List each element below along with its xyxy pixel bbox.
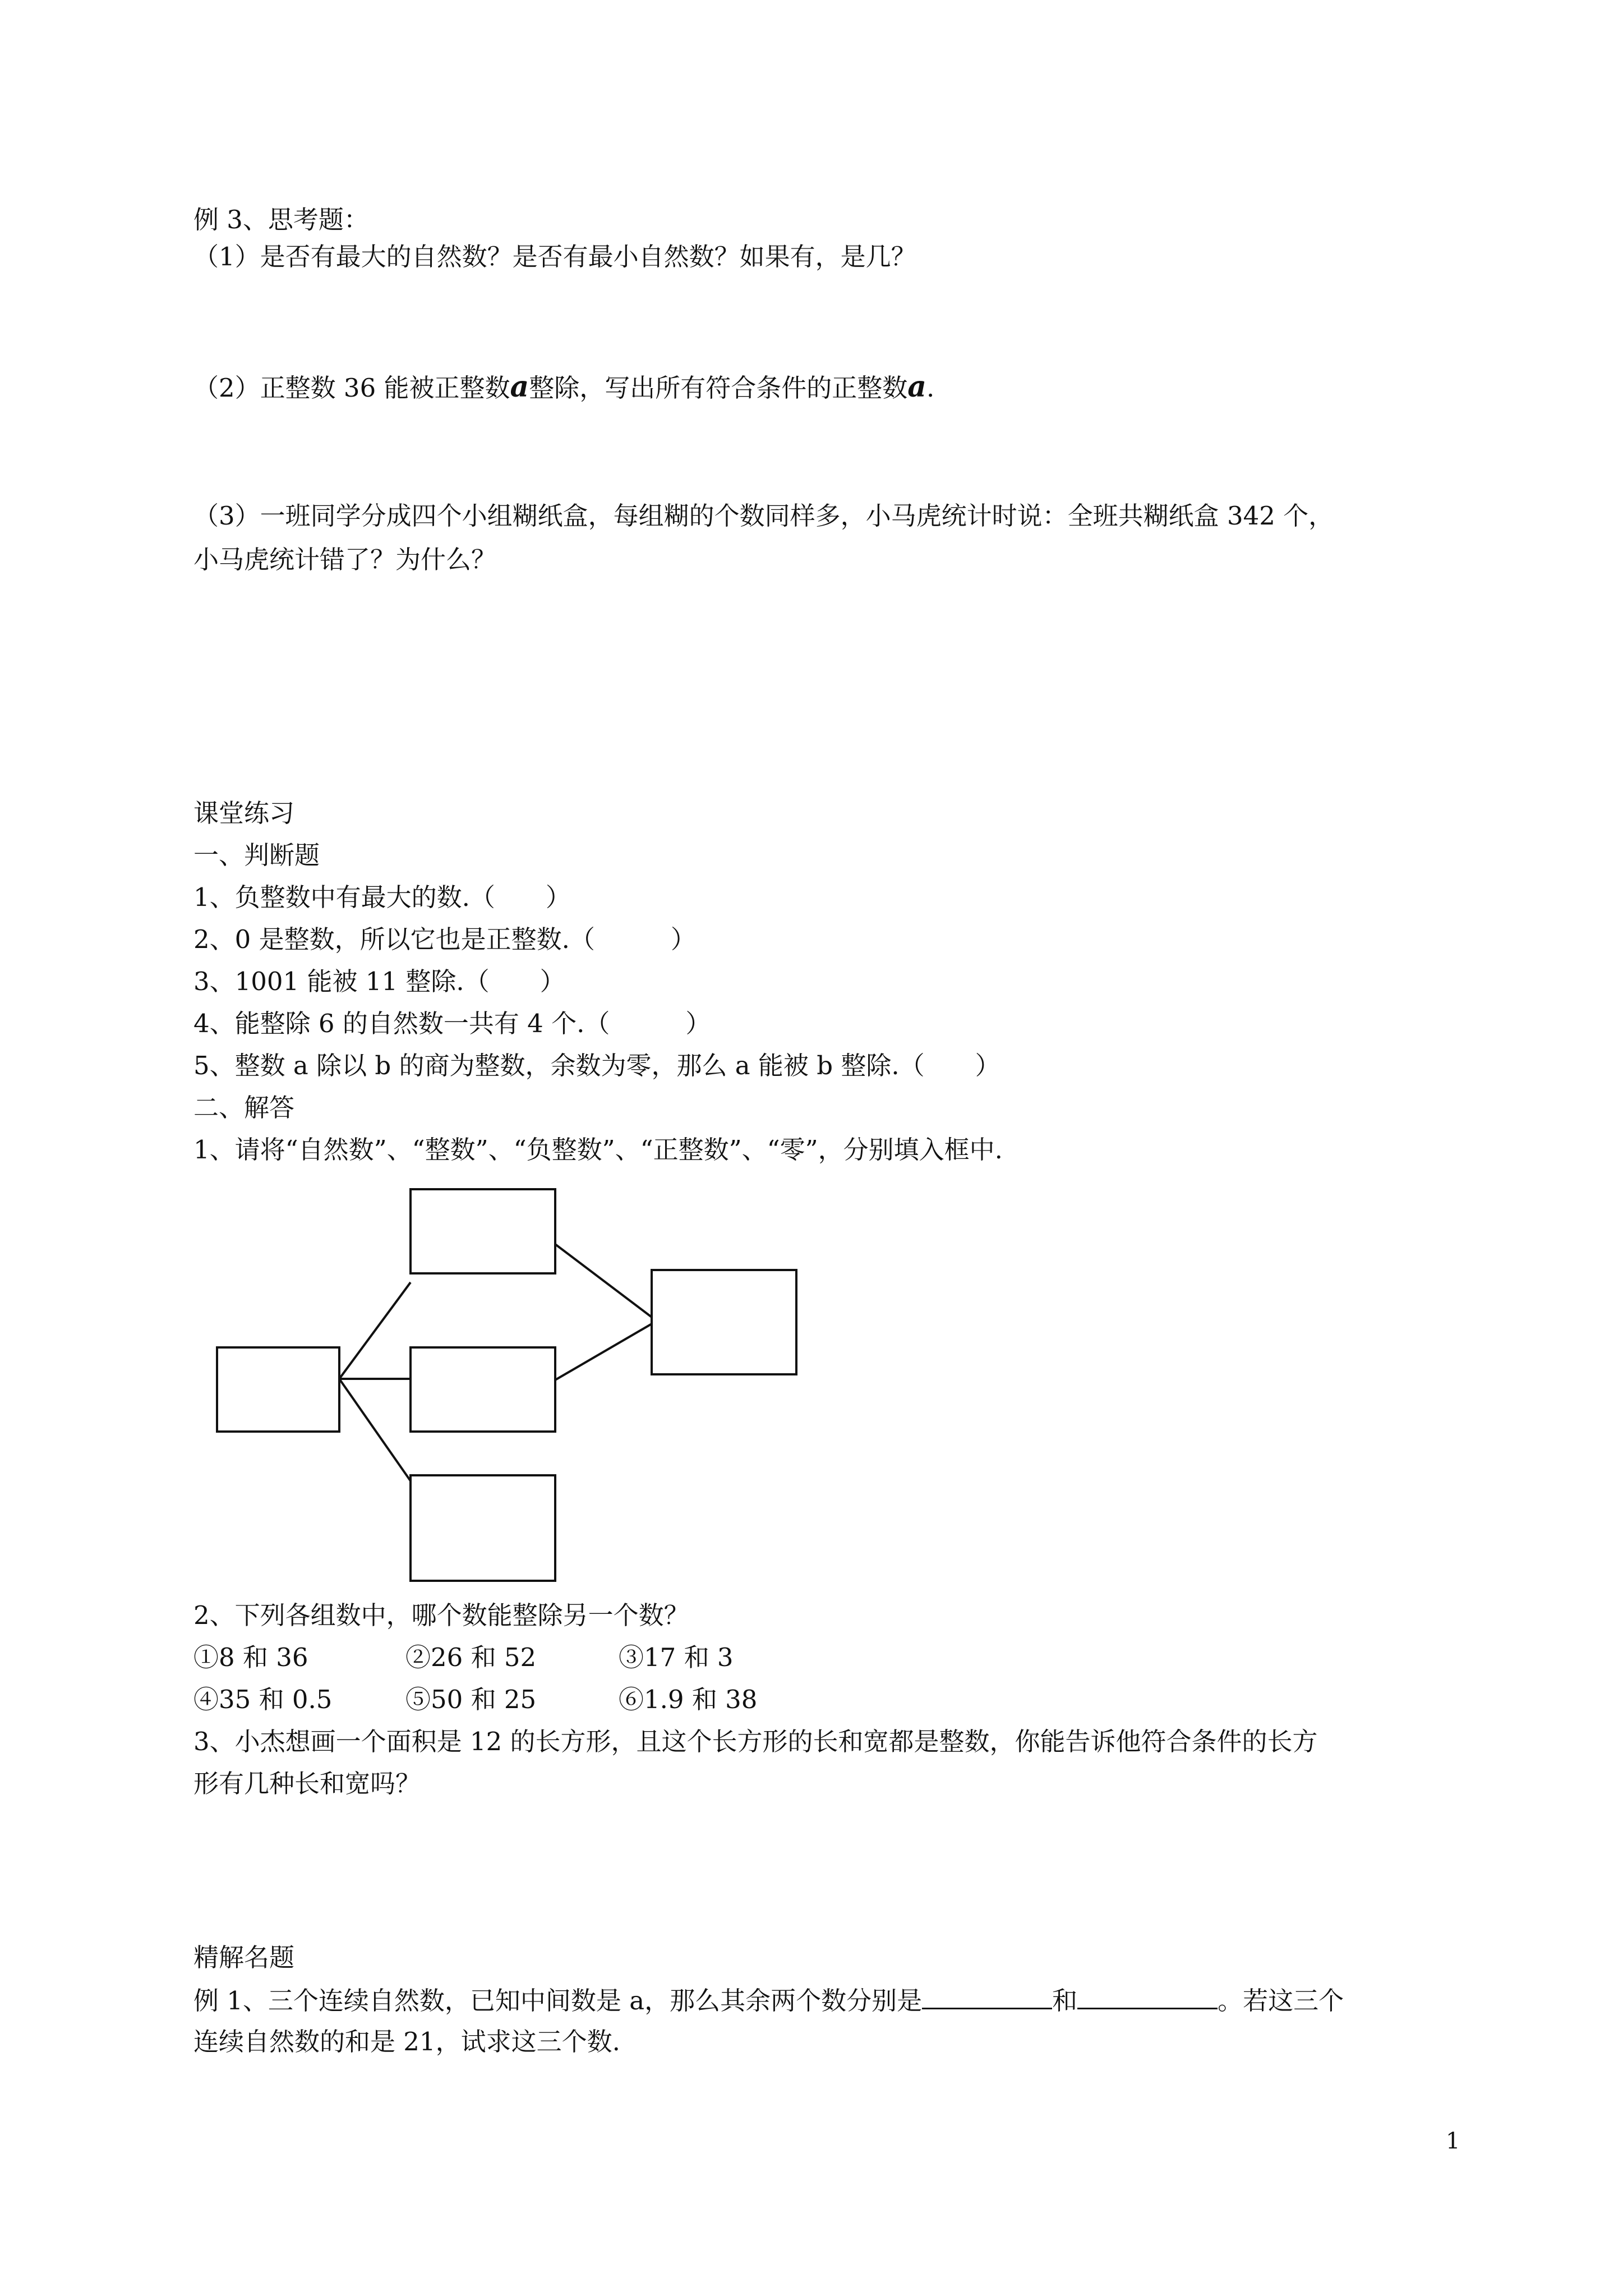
diagram-box-bottom: [411, 1475, 555, 1581]
options-row-1: [193, 1641, 734, 1674]
example3-heading: 例 3、思考题：: [193, 205, 369, 234]
diagram-connector: [339, 1282, 411, 1379]
example3-q2-var-a: a: [510, 370, 529, 404]
famous-example1-line1: [193, 1983, 1344, 2018]
answer-q3-line2: 形有几种长和宽吗？: [193, 1769, 421, 1798]
example3-q2-text-b: 整除，写出所有符合条件的正整数: [529, 373, 908, 403]
answer-q1: 1、请将“自然数”、“整数”、“负整数”、“正整数”、“零”，分别填入框中.: [193, 1135, 1003, 1165]
diagram-box-middle: [411, 1347, 555, 1432]
practice-section2: 二、解答: [193, 1093, 295, 1122]
example3-q2: [193, 370, 934, 405]
diagram-box-right: [652, 1270, 796, 1374]
option-6: ⑥1.9 和 38: [619, 1685, 758, 1714]
famous-heading: 精解名题: [193, 1943, 295, 1972]
option-1: ①8 和 36: [193, 1642, 308, 1672]
option-4: ④35 和 0.5: [193, 1685, 333, 1714]
options-row-2: [193, 1683, 757, 1717]
answer-q3-line1: 3、小杰想画一个面积是 12 的长方形，且这个长方形的长和宽都是整数，你能告诉他符合条件的长方: [193, 1727, 1318, 1756]
famous-example1-text-a: 例 1、三个连续自然数，已知中间数是 a，那么其余两个数分别是: [193, 1986, 923, 2016]
diagram-connector: [555, 1244, 652, 1317]
famous-example1-line2: 连续自然数的和是 21，试求这三个数.: [193, 2027, 620, 2056]
judge-item-2: 2、0 是整数，所以它也是正整数.（ ）: [193, 924, 696, 954]
answer-q2: 2、下列各组数中，哪个数能整除另一个数？: [193, 1600, 689, 1630]
judge-item-5: 5、整数 a 除以 b 的商为整数，余数为零，那么 a 能被 b 整除.（ ）: [193, 1051, 1000, 1080]
example3-q2-end: .: [926, 373, 935, 403]
example3-q2-text-a: （2）正整数 36 能被正整数: [193, 373, 510, 403]
example3-q3-line1: （3）一班同学分成四个小组糊纸盒，每组糊的个数同样多，小马虎统计时说：全班共糊纸盒 342 个，: [193, 501, 1334, 531]
answer-blank-1[interactable]: [922, 1983, 1052, 2009]
judge-item-1: 1、负整数中有最大的数.（ ）: [193, 882, 571, 912]
classification-diagram: [208, 1178, 824, 1582]
option-3: ③17 和 3: [619, 1642, 734, 1672]
famous-example1-text-b: 。若这三个: [1218, 1986, 1344, 2016]
diagram-connector: [555, 1324, 652, 1380]
example3-q2-var-a2: a: [907, 370, 926, 404]
practice-section1: 一、判断题: [193, 840, 320, 870]
practice-heading: 课堂练习: [193, 798, 295, 828]
page-number: 1: [1446, 2128, 1460, 2154]
option-2: ②26 和 52: [405, 1642, 537, 1672]
judge-item-4: 4、能整除 6 的自然数一共有 4 个.（ ）: [193, 1009, 711, 1038]
judge-item-3: 3、1001 能被 11 整除.（ ）: [193, 967, 565, 996]
diagram-box-top: [411, 1189, 555, 1273]
example3-q1: （1）是否有最大的自然数？是否有最小自然数？如果有，是几？: [193, 242, 916, 272]
answer-blank-2[interactable]: [1077, 1983, 1218, 2009]
option-5: ⑤50 和 25: [405, 1685, 537, 1714]
diagram-connector: [339, 1379, 411, 1481]
famous-example1-and: 和: [1052, 1986, 1078, 2016]
diagram-box-left: [217, 1347, 339, 1432]
example3-q3-line2: 小马虎统计错了？为什么？: [193, 545, 497, 574]
